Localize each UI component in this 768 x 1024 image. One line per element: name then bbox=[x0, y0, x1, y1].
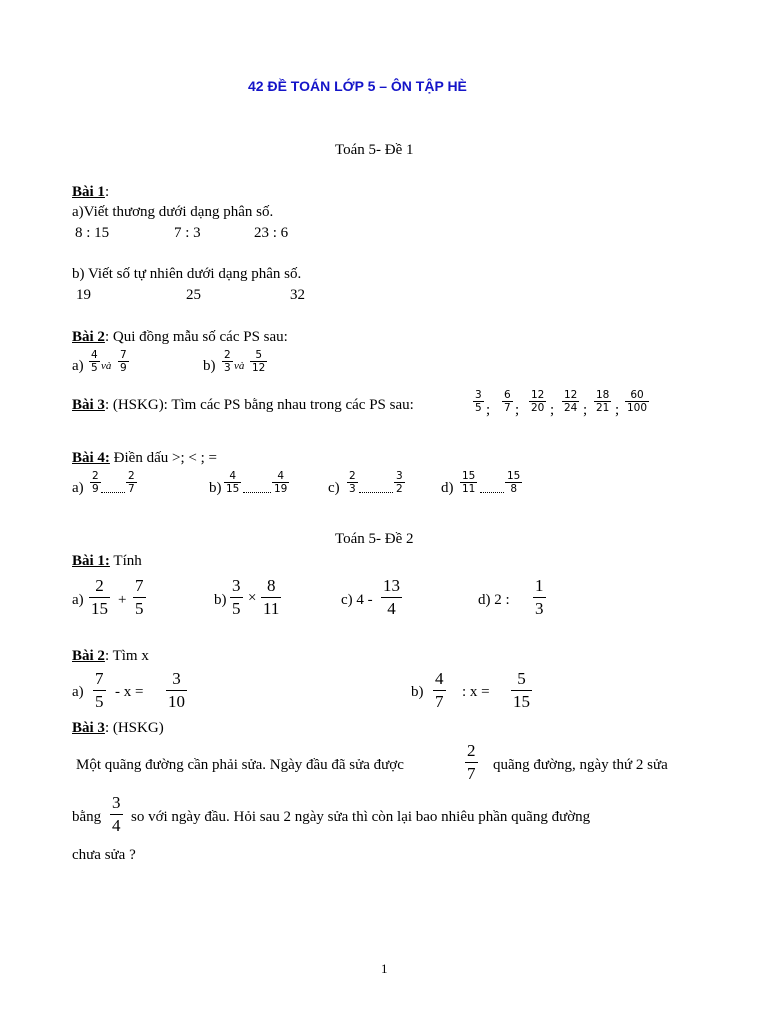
fraction: 4 19 bbox=[274, 470, 288, 495]
fraction: 12 20 bbox=[531, 389, 545, 414]
fraction: 3 4 bbox=[112, 793, 121, 835]
equation-middle: : x = bbox=[462, 684, 490, 700]
de1-bai2-label: Bài 2 bbox=[72, 329, 105, 345]
separator: ; bbox=[583, 402, 588, 418]
fraction: 7 5 bbox=[95, 669, 104, 711]
de1-bai1-a-item: 8 : 15 bbox=[75, 225, 110, 241]
separator: ; bbox=[515, 402, 520, 418]
section-heading-de2: Toán 5- Đề 2 bbox=[335, 531, 414, 547]
de1-bai1-label: Bài 1 bbox=[72, 184, 105, 200]
de2-bai2-text: : Tìm x bbox=[104, 648, 149, 664]
separator: ; bbox=[550, 402, 555, 418]
fraction: 4 7 bbox=[435, 669, 444, 711]
page-number: 1 bbox=[381, 961, 388, 976]
fraction: 3 5 bbox=[232, 576, 241, 618]
de2-bai1-c-label: c) 4 - bbox=[341, 592, 373, 608]
fraction: 2 3 bbox=[349, 470, 356, 495]
document-title: 42 ĐỀ TOÁN LỚP 5 – ÔN TẬP HÈ bbox=[248, 78, 467, 94]
de2-bai1-b-label: b) bbox=[214, 592, 227, 608]
problem-line-3: chưa sửa ? bbox=[72, 847, 136, 863]
problem-line-1: Một quãng đường cần phải sửa. Ngày đầu đã sửa được bbox=[76, 757, 404, 773]
fill-in-dots bbox=[480, 492, 504, 493]
fill-in-dots bbox=[243, 492, 271, 493]
fraction: 13 4 bbox=[383, 576, 400, 618]
de1-bai1-b-item: 19 bbox=[76, 287, 91, 303]
fraction: 2 7 bbox=[467, 741, 476, 783]
de2-bai2-b-label: b) bbox=[411, 684, 424, 700]
de1-bai1-a-text: a)Viết thương dưới dạng phân số. bbox=[72, 204, 274, 220]
fraction: 2 3 bbox=[224, 349, 231, 374]
separator: ; bbox=[615, 402, 620, 418]
de1-bai1-b-item: 25 bbox=[186, 287, 201, 303]
de1-bai1-colon: : bbox=[104, 184, 110, 200]
de1-bai4-heading bbox=[72, 449, 217, 467]
de1-bai4-text: Điền dấu >; < ; = bbox=[109, 450, 217, 466]
fill-in-dots bbox=[101, 492, 125, 493]
de1-bai4-item-label: b) bbox=[209, 480, 222, 496]
problem-line-2-start: bằng bbox=[72, 809, 102, 825]
de2-bai1-a-label: a) bbox=[72, 592, 84, 608]
fraction: 18 21 bbox=[596, 389, 610, 414]
de1-bai4-label: Bài 4: bbox=[72, 450, 110, 466]
fraction: 5 12 bbox=[252, 349, 266, 374]
operator: × bbox=[248, 590, 257, 606]
de1-bai3-text: : (HSKG): Tìm các PS bằng nhau trong các PS sau: bbox=[104, 397, 414, 413]
fraction: 2 15 bbox=[91, 576, 108, 618]
de1-bai2-heading bbox=[72, 328, 288, 346]
va-word: và bbox=[101, 360, 112, 372]
fraction: 15 11 bbox=[462, 470, 476, 495]
de2-bai3-text: : (HSKG) bbox=[104, 720, 164, 736]
fraction: 2 9 bbox=[92, 470, 99, 495]
section-heading-de1: Toán 5- Đề 1 bbox=[335, 142, 414, 158]
fraction: 6 7 bbox=[504, 389, 511, 414]
de1-bai4-item-label: d) bbox=[441, 480, 454, 496]
de1-bai1-b-item: 32 bbox=[290, 287, 305, 303]
de2-bai1-d-label: d) 2 : bbox=[478, 592, 510, 608]
va-word: và bbox=[234, 360, 245, 372]
de2-bai3-heading bbox=[72, 719, 164, 737]
de1-bai4-item-label: c) bbox=[328, 480, 340, 496]
fraction: 5 15 bbox=[513, 669, 530, 711]
fraction: 8 11 bbox=[263, 576, 280, 618]
problem-line-2-end: so với ngày đầu. Hỏi sau 2 ngày sửa thì còn lại bao nhiêu phần quãng đường bbox=[131, 809, 591, 825]
de1-bai4-item-label: a) bbox=[72, 480, 84, 496]
fraction: 7 9 bbox=[120, 349, 127, 374]
de2-bai1-heading bbox=[72, 552, 142, 570]
fraction: 3 10 bbox=[168, 669, 185, 711]
de1-bai2-b-label: b) bbox=[203, 358, 216, 374]
fraction: 4 15 bbox=[226, 470, 240, 495]
fraction: 1 3 bbox=[535, 576, 544, 618]
fraction: 2 7 bbox=[128, 470, 135, 495]
de2-bai3-label: Bài 3 bbox=[72, 720, 105, 736]
de1-bai1-a-item: 23 : 6 bbox=[254, 225, 289, 241]
de1-bai1-heading bbox=[72, 183, 109, 201]
equation-middle: - x = bbox=[115, 684, 144, 700]
de1-bai1-a-item: 7 : 3 bbox=[174, 225, 201, 241]
de1-bai3-heading bbox=[72, 396, 414, 414]
fraction: 4 5 bbox=[91, 349, 98, 374]
fraction: 12 24 bbox=[564, 389, 578, 414]
de2-bai2-heading bbox=[72, 647, 149, 665]
de1-bai3-label: Bài 3 bbox=[72, 397, 105, 413]
fraction: 7 5 bbox=[135, 576, 144, 618]
operator: + bbox=[118, 592, 127, 608]
separator: ; bbox=[486, 402, 491, 418]
de1-bai1-b-text: b) Viết số tự nhiên dưới dạng phân số. bbox=[72, 266, 302, 282]
fill-in-dots bbox=[359, 492, 393, 493]
de1-bai2-a-label: a) bbox=[72, 358, 84, 374]
fraction: 15 8 bbox=[507, 470, 521, 495]
de2-bai2-label: Bài 2 bbox=[72, 648, 105, 664]
de2-bai2-a-label: a) bbox=[72, 684, 84, 700]
fraction: 3 2 bbox=[396, 470, 403, 495]
fraction: 3 5 bbox=[475, 389, 482, 414]
de1-bai2-text: : Qui đồng mẫu số các PS sau: bbox=[104, 329, 288, 345]
de2-bai1-text: Tính bbox=[109, 553, 142, 569]
de2-bai1-label: Bài 1: bbox=[72, 553, 110, 569]
problem-line-1-end: quãng đường, ngày thứ 2 sửa bbox=[493, 757, 668, 773]
fraction: 60 100 bbox=[627, 389, 648, 414]
